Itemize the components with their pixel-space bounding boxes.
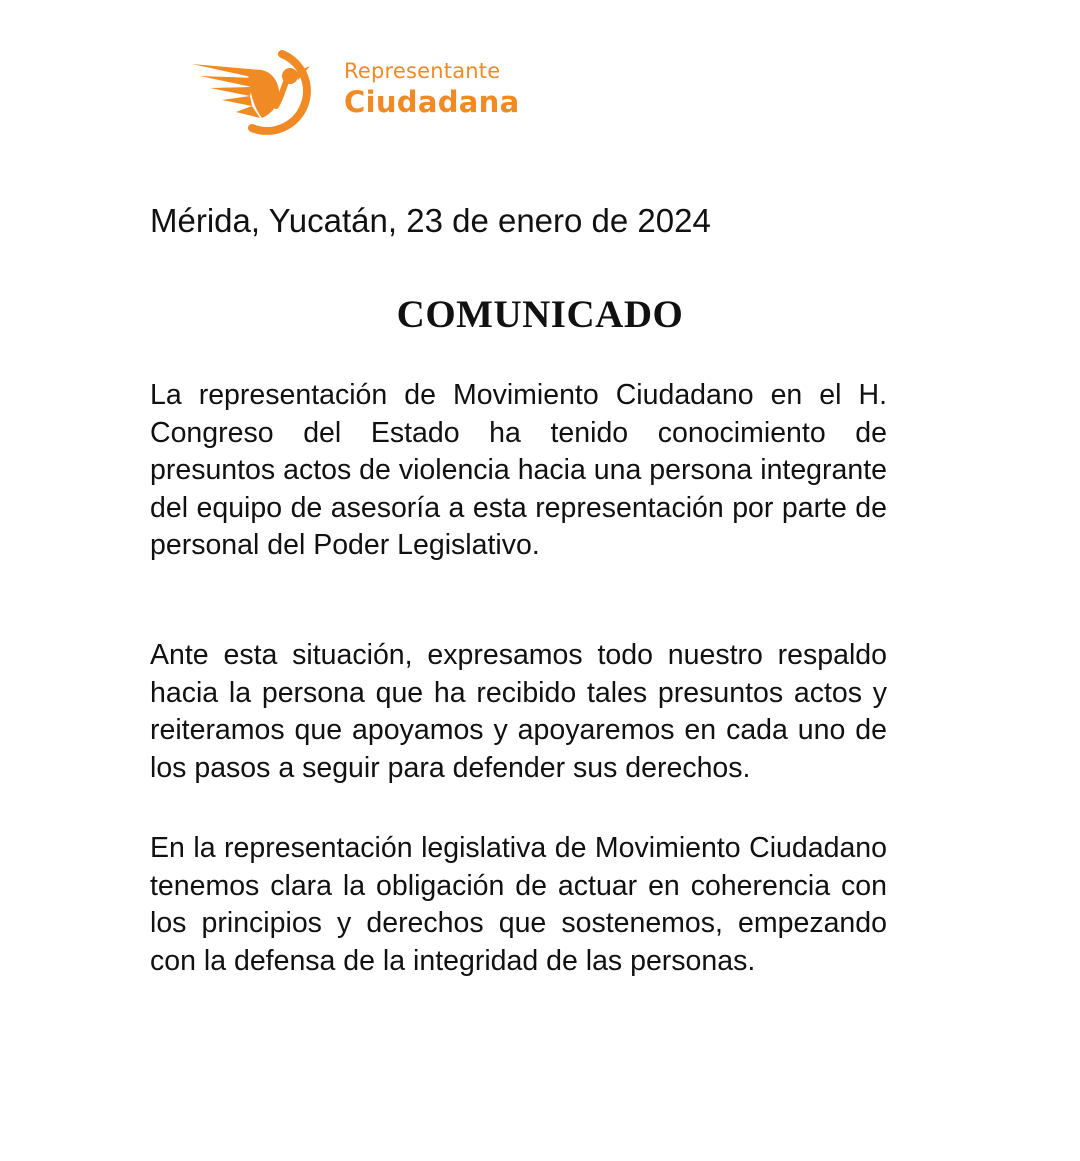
paragraph-3: En la representación legislativa de Movimiento Ciudadano tenemos clara la obligación de actuar en coherencia con los principios y derechos que sostenemos, empezando con la defensa de la integridad de las personas. [150,832,887,977]
logo-line-2: Ciudadana [344,85,520,119]
date-line: Mérida, Yucatán, 23 de enero de 2024 [150,202,711,239]
document-title: COMUNICADO [396,293,684,336]
logo-text [344,58,519,120]
bird-logo-icon [190,40,330,135]
paragraph-1: La representación de Movimiento Ciudadano en el H. Congreso del Estado ha tenido conocimiento de presuntos actos de violencia hacia una persona integrante del equipo de asesoría a esta representación por parte de personal del Poder Legislativo. [150,379,887,561]
logo-line-1: Representante [344,59,501,83]
logo [190,40,550,140]
paragraph-2: Ante esta situación, expresamos todo nuestro respaldo hacia la persona que ha recibido tales presuntos actos y reiteramos que apoyamos y apoyaremos en cada uno de los pasos a seguir para defender sus derechos. [150,639,887,784]
